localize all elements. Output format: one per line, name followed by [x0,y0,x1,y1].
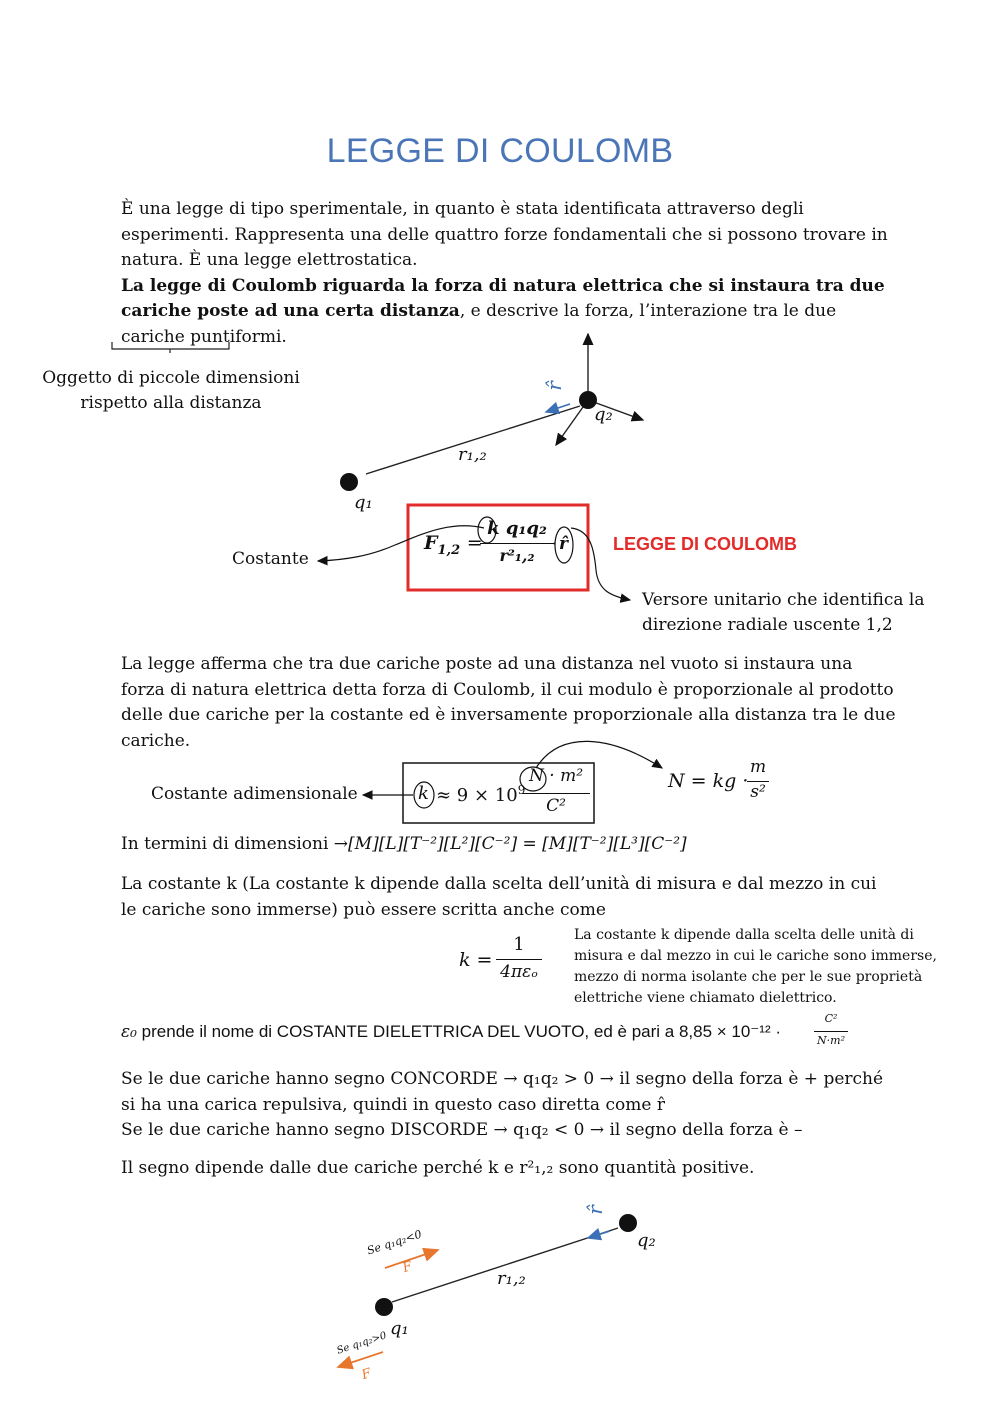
force-label-1: F [400,1258,415,1277]
versore-label: Versore unitario che identifica la direzione radiale uscente 1,2 [642,590,925,635]
k-approx: ≈ $9 \times 10^9$ [436,783,526,806]
k-paragraph: La costante k (La costante k dipende dalla scelta dell’unità di misura e dal mezzo in cui le cariche sono immerse) può essere scritta anche come [121,874,877,920]
epsilon-line: ε₀ prende il nome di COSTANTE DIELETTRICA DEL VUOTO, ed è pari a 8,85 × 10⁻¹² · [121,1022,781,1042]
k-formula-bar [496,959,542,960]
adimensionale-label: Costante adimensionale [151,784,358,804]
force-label-2: F [359,1365,374,1384]
k-unit-bar [522,793,590,794]
fraction-bar [480,543,554,544]
sign-line-2: si ha una carica repulsiva, quindi in questo caso diretta come r̂ [121,1094,665,1115]
formula-lhs: $F_{1,2}$ = [424,532,483,558]
charge-q2-2 [619,1214,637,1232]
epsilon-unit-denominator: N·m² [817,1034,845,1047]
r12-line-2 [392,1228,618,1302]
k-unit-numerator: N · m² [528,766,584,786]
q2-label-2: q₂ [637,1230,656,1251]
rhat-arrow-2 [588,1231,610,1238]
sign-line-3: Se le due cariche hanno segno DISCORDE → q₁q₂ < 0 → il segno della forza è – [121,1120,803,1140]
q1-label: q₁ [354,492,373,513]
pos-condition-label: Se q₁q₂>0 [335,1330,388,1357]
costante-label: Costante [232,549,309,569]
intro-rest: , e descrive la forza, l’interazione tra le due cariche puntiformi. [121,301,837,347]
law-paragraph: La legge afferma che tra due cariche poste ad una distanza nel vuoto si instaura una forza di natura elettrica detta forza di Coulomb, il cui modulo è proporzionale al prodotto delle due cariche per la costante ed è inversamente proporzionale alla distanza tra le due cariche. [121,654,896,751]
rhat-label: r̂ [541,381,566,391]
sign-note: Il segno dipende dalle due cariche perché k e r²₁,₂ sono quantità positive. [121,1158,755,1178]
intro-bold: La legge di Coulomb riguarda la forza di natura elettrica che si instaura tra due cariche poste ad una certa distanza [121,275,885,321]
intro-text: È una legge di tipo sperimentale, in quanto è stata identificata attraverso degli esperimenti. Rappresenta una delle quattro forze fondamentali che si possono trovare in natura. È una legge elettrostatica. [121,199,888,270]
formula-label: LEGGE DI COULOMB [613,534,797,554]
k-symbol: k [418,783,429,804]
formula-unit-vector: r̂ [559,534,568,554]
k-note: La costante k dipende dalla scelta delle unità di misura e dal mezzo in cui le cariche sono immerse, mezzo di norma isolante che per le sue proprietà elettriche viene chiamato dielettrico. [574,927,937,1006]
side-note: Oggetto di piccole dimensioni rispetto alla distanza [42,368,300,413]
brace [112,342,229,353]
epsilon-unit-numerator: C² [824,1012,838,1025]
r12-label-2: r₁,₂ [497,1268,526,1289]
newton-denominator: s² [750,782,766,802]
k-formula-denominator: 4πεₒ [500,962,538,982]
formula-denominator: r²₁,₂ [499,546,535,565]
page-title: LEGGE DI COULOMB [326,132,674,170]
q1-label-2: q₁ [390,1318,409,1339]
k-formula-numerator: 1 [513,934,525,955]
sign-line-1: Se le due cariche hanno segno CONCORDE → q₁q₂ > 0 → il segno della forza è + perché [121,1069,884,1089]
dimensions-line: In termini di dimensioni →[M][L][T⁻²][L²][C⁻²] = [M][T⁻²][L³][C⁻²] [121,834,687,854]
charge-q1 [340,473,358,491]
newton-formula: N = kg · [668,770,749,792]
q2-label: q₂ [594,404,613,425]
epsilon-unit-bar [814,1031,848,1032]
formula-numerator: k q₁q₂ [487,518,547,539]
rhat-label-2: r̂ [582,1205,607,1215]
newton-numerator: m [749,757,767,777]
charge-q1-2 [375,1298,393,1316]
k-formula-lhs: k = [459,949,493,971]
neg-condition-label: Se q₁q₂<0 [365,1227,424,1258]
formula-dot: · [552,534,558,553]
r12-label: r₁,₂ [458,444,487,465]
sign-lines [121,1067,921,1144]
k-unit-denominator: C² [546,796,566,816]
